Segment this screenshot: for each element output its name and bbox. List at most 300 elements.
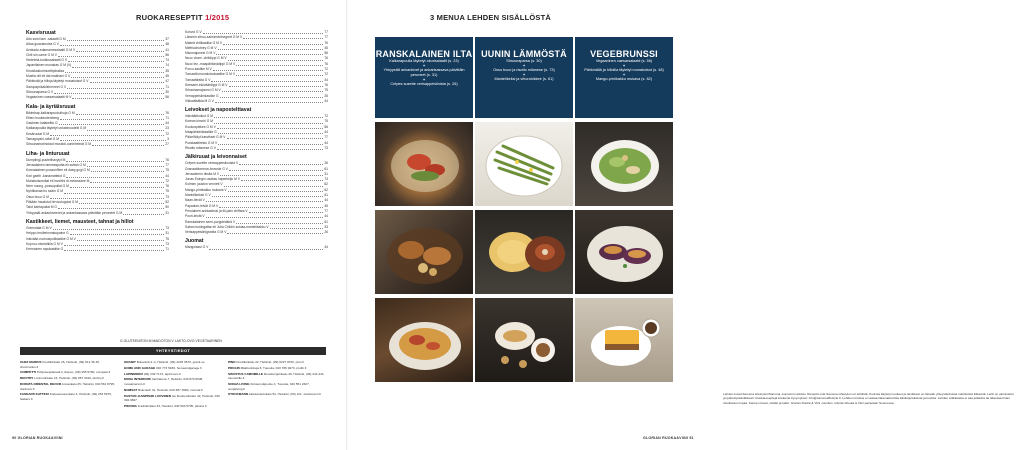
recipe-name: Porcu-kastike M V (185, 67, 212, 72)
recipe-name: Inkivääri-ruohosipulikastike G M V (26, 236, 76, 241)
contact-details: (09) 239 7172, lapinmoro.fi (143, 371, 181, 376)
page-number: 71 (165, 84, 169, 89)
dot-leader (229, 83, 324, 87)
index-entry (26, 247, 169, 252)
recipe-name: Talot kahtapullat M G (26, 205, 57, 210)
recipe-name: Avokado-edamamesalaatti G M V (26, 47, 76, 52)
dot-leader (211, 78, 323, 82)
recipe-name: Pikkelöidyt kasvikset G M V (185, 135, 226, 140)
recipe-name: Aito somi tam -salaatti G M (26, 37, 66, 41)
dot-leader (239, 161, 323, 165)
page-number: 23 (165, 126, 169, 131)
recipe-name: Tomaattiraita G V (185, 77, 211, 82)
page-number: 73 (165, 225, 169, 230)
dot-leader (236, 220, 323, 224)
recipe-name: Koreaaiainen possunfilee eli daeg gogi G M (26, 168, 90, 173)
dot-leader (216, 51, 323, 55)
photo-caesar-salad (575, 122, 673, 206)
dot-leader (224, 182, 324, 186)
contact-name: PINO (228, 360, 236, 364)
index-entry (185, 230, 328, 235)
dot-leader (241, 177, 323, 181)
recipe-name: Verisappelsiinigranita G M V (185, 230, 227, 235)
page-number: 77 (324, 30, 328, 34)
recipe-name: Nuoc leo -maapähkinädippi G M V (185, 61, 236, 66)
page-number: 44 (324, 77, 328, 82)
recipe-name: Savupaprikakikherneet G V (26, 84, 67, 89)
recipe-name: Vikisattisilkia M G V (185, 98, 214, 103)
contact-entry (124, 388, 222, 393)
page-number: 73 (324, 177, 328, 182)
dot-leader (206, 214, 324, 218)
page-number: 73 (324, 145, 328, 150)
dot-leader (70, 231, 165, 235)
contact-details: Kirstenmärjentie 4, Tuusula, 040 551 2627, sonjaliving.fi (228, 381, 310, 391)
contact-details: Vanhatuna 7, Helsinki, 040 870 8048, mosainteriors.fi (124, 377, 204, 386)
page-number: 77 (324, 35, 328, 40)
menu-line: Mango-pirnikakku mukava (s. 62) (595, 77, 653, 81)
recipe-name: Mango-pirnikakku mukava V (185, 187, 227, 192)
recipe-name: Osso buco G M (26, 194, 49, 199)
photo-crayfish-salad (375, 122, 473, 206)
contact-name: PIKORIA (124, 403, 137, 408)
dot-leader (228, 188, 324, 192)
page-number: 26 (324, 93, 328, 98)
contact-details: Mäkitorinkuja 8, Tuusula, 020 786 9473, prolib.fi (240, 365, 307, 370)
photo-stuffed-eggplant (575, 210, 673, 294)
recipe-name: Kori gaeth -kanamatteiot G (26, 173, 66, 178)
menu-divider-icon: ✦ (622, 63, 626, 68)
dot-leader (60, 116, 164, 120)
left-page (0, 0, 348, 450)
dot-leader (54, 90, 164, 94)
recipe-name: Gremolata G M V (26, 225, 52, 230)
index-entry (185, 99, 328, 104)
recipe-name: Lämmin sitruu-sahramiviinegrett G M V (185, 35, 243, 40)
page-number: 30 (165, 89, 169, 94)
index-entry (26, 95, 169, 100)
dot-leader (50, 195, 164, 199)
page-number: 44 (324, 140, 328, 145)
recipe-name: Hedelmä-kurkkusalaatti G V (26, 58, 68, 63)
recipe-name: Makeä chilikastike G M V (185, 40, 223, 45)
diet-legend: G GLUTEENITON M MAIDOTON V LAKTO-OVO-VEGETAARINEN (120, 339, 222, 343)
recipe-name: Ranskalainen semi-purppleäkkä V (185, 219, 236, 224)
dot-leader (203, 30, 324, 34)
photo-osso-buco (475, 210, 573, 294)
page-number: 44 (324, 214, 328, 219)
dot-leader (229, 167, 323, 171)
contacts-bar: YHTEYSTIEDOT (20, 347, 326, 355)
contact-details: Lönnrotinkatu 15, Helsinki, (09) 857 4016, decitry.fi (34, 376, 104, 381)
recipe-name: Nuoc cham -chilidippi G M V (185, 56, 227, 61)
recipe-name: Pähkinää ja hilloja täytetyt munakoisot G V (26, 79, 89, 84)
dot-leader (214, 119, 323, 123)
contact-entry (228, 382, 326, 391)
dot-leader (218, 46, 324, 50)
recipe-name: Japanilainen munakas G M (V) (26, 63, 72, 68)
dot-leader (123, 211, 164, 215)
contact-name: LAPINMORO (124, 371, 143, 376)
dot-leader (72, 95, 164, 99)
recipe-name: Purakaattiresiu G M V (185, 140, 218, 145)
recipe-name: Gastmen kalakeitto G (26, 121, 58, 126)
index-section-title: Kala- ja äyriäisruuat (26, 103, 76, 110)
photo-asparagus (475, 122, 573, 206)
contacts-column (20, 360, 118, 410)
dot-leader (79, 200, 164, 204)
contact-details: Fredrikinkatu 26, Helsinki, (09) 612 36 36, chezmarius.fi (20, 360, 100, 369)
menu-box-2 (475, 37, 573, 118)
index-section-title: Kastikkeet, liemet, mausteet, tahnat ja hillot (26, 218, 134, 225)
recipe-name: Srirachamajonesi G M V (185, 88, 221, 93)
contact-entry (228, 366, 326, 371)
contact-details: Iso Roobertinkatu 42, Helsinki, 040 392 9827 (124, 393, 220, 403)
recipe-name: Papadum-leivät G M V (185, 203, 219, 208)
contact-details: Fredrikinkatu 33, Helsinki, 040 593 5795, pikoria.fi (137, 403, 207, 408)
page-number: 77 (165, 162, 169, 167)
page-number: 72 (165, 131, 169, 136)
contact-entry (20, 360, 118, 369)
menu-line: Mantelikeksi ja vihurahikkee (s. 61) (494, 77, 554, 81)
contact-entry (228, 372, 326, 381)
contact-name: SISUSTUS CAMOMILLE (228, 371, 264, 376)
contact-name: NOMSAT (124, 387, 138, 392)
contact-name: DECITRY (20, 376, 34, 381)
dot-leader (67, 37, 165, 41)
recipe-name: Kermainen rapukastike G (26, 247, 64, 252)
dot-leader (227, 230, 323, 234)
index-column-1 (26, 30, 169, 252)
index-entry (26, 211, 169, 216)
page-number: 45 (165, 74, 169, 79)
contact-name: CHEZ MARIUS (20, 360, 42, 364)
page-number: 76 (165, 184, 169, 189)
recipe-name: Munakoisorullat eli involtini di melanzane M (26, 178, 90, 183)
menu-title: UUNIN LÄMMÖSTÄ (481, 49, 567, 59)
contact-name: GRANIT (124, 360, 136, 364)
dot-leader (218, 141, 323, 145)
page-number: 62 (324, 187, 328, 192)
recipe-name: Aitoa guacamolea G V (26, 42, 59, 47)
page-number: 76 (324, 40, 328, 45)
dot-leader (58, 205, 164, 209)
recipe-name: Mantelikeksit G V (185, 193, 211, 198)
page-number: 44 (324, 98, 328, 103)
contact-name: PASTUR–KANPPARI LUOVINEN (124, 393, 171, 398)
page-number: 72 (324, 114, 328, 119)
page-number: 31 (165, 210, 169, 215)
dot-leader (206, 198, 324, 202)
recipe-name: Crêpes suzette verisappelsiinoista V (185, 161, 239, 166)
contact-entry (20, 376, 118, 381)
right-page-header: 3 MENUA LEHDEN SISÄLLÖSTÄ (430, 13, 551, 22)
recipe-name: Risotto milanese G V (185, 145, 216, 150)
recipe-name: Kalkarapuulla täytetyt unkarinuudelit G M (26, 126, 87, 131)
contact-details: Pohjoisesplanadi 2, Espoo, (09) 455 5780, competti.fi (36, 370, 111, 375)
dot-leader (215, 99, 323, 103)
dot-leader (77, 237, 164, 241)
page-number: 56 (324, 124, 328, 129)
dot-leader (60, 42, 164, 46)
page-number: 26 (324, 230, 328, 235)
dot-leader (270, 225, 324, 229)
contact-entry (124, 394, 222, 403)
right-page-folio: GLORIAN RUOKA&VIINI 91 (643, 436, 694, 440)
recipe-name: Nem nuong -possupullat G M (26, 184, 69, 189)
page-number: 75 (165, 189, 169, 194)
contact-name: PROLIB (228, 365, 240, 370)
index-entry (185, 146, 328, 151)
dot-leader (90, 79, 165, 83)
index-entry (26, 142, 169, 147)
menu-divider-icon: ✦ (422, 77, 426, 82)
contact-details: Runebergsinkatu 39, Helsinki, (09) 444 344, camomille.fi (228, 371, 325, 381)
contact-name: HOME AND GARAGE (124, 365, 156, 370)
recipe-name: Mangolassi G V (185, 245, 209, 250)
contact-entry (124, 404, 222, 409)
recipe-name: Verrappelsiinikastike G (185, 93, 219, 98)
page-number: 33 (324, 224, 328, 229)
contact-entry (124, 360, 222, 365)
page-number: 71 (165, 247, 169, 252)
left-page-folio: 90 GLORIAN RUOKA&VIINI (12, 436, 63, 440)
right-page (348, 0, 1014, 450)
left-page-header (136, 13, 229, 22)
page-number: 75 (165, 168, 169, 173)
recipe-name: Mustia olit eli dal makhani G V (26, 74, 71, 79)
page-number: 76 (165, 110, 169, 115)
recipe-name: Inkiväärikuikut G M (185, 114, 214, 119)
page-number: 3 (167, 137, 169, 142)
page-number: 56 (165, 52, 169, 57)
recipe-name: Kolmen juuston vennett V (185, 182, 223, 187)
recipe-name: Dumplingi-puutelihavylyt M (26, 157, 66, 162)
dot-leader (217, 146, 323, 150)
page-number: 75 (165, 236, 169, 241)
recipe-name: Jonas Eningin usakas haperkeiju M V (185, 177, 240, 182)
dot-leader (87, 163, 165, 167)
menu-divider-icon: ✦ (522, 72, 526, 77)
recipe-name: Vegaaninen caesarsalaatti M V (26, 95, 72, 100)
menu-line: Crêpes suzette verisappelsiinista (s. 26) (390, 81, 458, 86)
recipe-name: Miettiuchutney G M V (185, 45, 217, 50)
recipe-name: Kuprou-ruisriahilla G M V (26, 241, 63, 246)
dot-leader (228, 56, 324, 60)
recipe-name: Yhkyystät ankankiveeret ja ankankassava päivittäin peruneet G M (26, 210, 123, 215)
contact-name: SONJA LIVING (228, 381, 250, 386)
contact-entry (124, 372, 222, 377)
dot-leader (64, 189, 164, 193)
dot-leader (64, 247, 164, 251)
dot-leader (76, 48, 164, 52)
page-number: 44 (324, 245, 328, 250)
dot-leader (214, 114, 323, 118)
page-number: 76 (165, 157, 169, 162)
dot-leader (76, 111, 165, 115)
dot-leader (223, 41, 323, 45)
menu-title: RANSKALAINEN ILTA (375, 49, 473, 59)
page-number: 76 (324, 82, 328, 87)
index-section-title: Jälkiruuat ja leivonnaiset (185, 154, 247, 161)
page-number: 76 (324, 56, 328, 61)
contact-entry (228, 392, 326, 397)
contact-name: MOSA INTERIORS (124, 377, 151, 382)
contacts-list (20, 360, 326, 410)
contact-entry (228, 360, 326, 365)
dot-leader (90, 179, 164, 183)
photo-credits-caption: Lehden kuvat Sanoma Lifestylen/Sanoma -konsernin arkisto. Reseptit ovat Sanoma Lifestylen eri lehdistä. Kuvissa käytetyt tuotteet ja tarvikkeet on lainattu yhteystiedoissa mainituista liikkeistä. Lehti on valmistettu ympäristöystävällisesti. Ruokareseptejä koskevat kysymykset: info@sanomalifestyle.fi. Lehden toimitus ei vastaa tilaamattomista käsikirjoituksista ja kuvista. Lehden artikkeleita ei saa julkaista tai tallentaa ilman toimituksen lupaa. Kannen kuvat, sisältö ja taitto: Glorian Ruoka & Viini -toimitus. Glorian Ruoka & Viini painetaan Suomessa. (723, 392, 1014, 405)
recipe-name: Jerusalemin riksita M V (185, 171, 220, 176)
page-number: 26 (324, 161, 328, 166)
dot-leader (71, 74, 164, 78)
recipe-name: Nyhtikanaa bo ssäm G M (26, 189, 64, 194)
menu-box-3 (575, 37, 673, 118)
menu-line: Sitruunaparsa (s. 30) (506, 59, 542, 63)
page-number: 31 (165, 231, 169, 236)
contact-entry (20, 370, 118, 375)
contact-entry (20, 382, 118, 391)
page-number: 27 (165, 142, 169, 147)
contact-entry (124, 366, 222, 371)
recipe-name: Naan-leivät V (185, 198, 205, 203)
dot-leader (50, 132, 164, 136)
contact-entry (20, 392, 118, 401)
recipe-name: Seesami-inkiväärdippi G M V (185, 82, 228, 87)
recipe-name: Poori-leivät V (185, 214, 205, 219)
dot-leader (236, 62, 323, 66)
page-number: 45 (324, 203, 328, 208)
index-section-title: Juomat (185, 238, 204, 245)
index-entry (185, 245, 328, 250)
page-number: 44 (324, 198, 328, 203)
menu-line: Kalkarapuulla täytetyt okurisalaatit (s. 23) (389, 59, 459, 63)
page-number: 44 (165, 121, 169, 126)
recipe-name: Kookospiekes G M V (185, 124, 216, 129)
page-number: 71 (165, 115, 169, 120)
recipe-name: Tamagoyaki-rullat G M (26, 137, 59, 142)
menu-divider-icon: ✦ (422, 63, 426, 68)
dot-leader (60, 137, 166, 141)
recipe-name: Saban kuningattar eli Julia Childin suklaa-mantelikakku V (185, 224, 269, 229)
page-number: 52 (165, 200, 169, 205)
dot-leader (220, 94, 324, 98)
page-number: 76 (324, 61, 328, 66)
recipe-name: Sitruunaparsa G V (26, 89, 54, 94)
contact-name: FASKARS KATTEKI (20, 392, 49, 397)
index-section-title: Kasvisruuat (26, 30, 56, 36)
recipe-name: Granaattiomena-brownie G V (185, 166, 228, 171)
index-section-title: Liha- ja linturuuat (26, 150, 70, 157)
page-number: 72 (165, 178, 169, 183)
page-number: 73 (165, 241, 169, 246)
contact-details: Bulevardi 2–4, Helsinki, (09) 4245 0570, granit.se (136, 360, 205, 364)
recipe-name: Korean kimchi G M (185, 119, 214, 124)
menu-divider-icon: ✦ (522, 63, 526, 68)
dot-leader (249, 209, 324, 213)
recipe-name: Helppo broilerinmakupaine G (26, 231, 69, 236)
dot-leader (67, 85, 164, 89)
photo-mango-cake (575, 298, 673, 382)
menu-box-1 (375, 37, 473, 118)
dot-leader (53, 226, 165, 230)
dot-leader (92, 142, 164, 146)
page-number: 48 (165, 42, 169, 47)
dot-leader (220, 172, 323, 176)
recipe-name: Maapähkinäkastike G (185, 130, 217, 135)
dot-leader (64, 242, 165, 246)
recipe-name: Tomaatti-munakoisokastike G M V (185, 72, 236, 77)
dot-leader (219, 204, 323, 208)
contact-details: 040 773 5939, homeandgarage.fi (156, 365, 202, 370)
dot-leader (58, 53, 164, 57)
menu-line: Vegaaninen caesarsalaatti (s. 56) (595, 59, 653, 63)
contact-details: Annankatu 25, Helsinki, 040 561 8795, dordecor.fi (20, 381, 115, 391)
contact-details: Aleksanterinkatu 52, Helsinki, (09) 121, stockmann.fi (248, 392, 321, 397)
page-number: 77 (324, 208, 328, 213)
page-number: 44 (165, 173, 169, 178)
dot-leader (66, 158, 164, 162)
recipe-name: Misomajonesi G M V (185, 51, 216, 56)
dot-leader (66, 174, 164, 178)
menu-line: Yhkyystät ankankivet ja ankankassava päivittäin peruneet (s. 31) (383, 68, 465, 77)
dot-leader (212, 193, 324, 197)
recipe-name: Etiten houkeudenbeng (26, 115, 59, 120)
page-number: 41 (165, 47, 169, 52)
page-number: 74 (165, 58, 169, 63)
menu-divider-icon: ✦ (622, 72, 626, 77)
dot-leader (236, 72, 323, 76)
dot-leader (59, 121, 165, 125)
dot-leader (243, 35, 323, 39)
page-number: 56 (324, 51, 328, 56)
page-number: 72 (324, 72, 328, 77)
photo-almond-cookies (475, 298, 573, 382)
page-number: 56 (165, 95, 169, 100)
page-number: 45 (324, 45, 328, 50)
page-number: 44 (324, 130, 328, 135)
menu-line: Osso buco ja risotto milanese (s. 73) (493, 68, 555, 72)
index-section-title: Leivokset ja napostelttavat (185, 107, 252, 114)
header-title: RUOKARESEPTIT (136, 13, 203, 22)
page-number: 61 (324, 219, 328, 224)
page-number: 72 (324, 67, 328, 72)
recipe-name: Kesäruutat G M (26, 131, 50, 136)
page-number: 75 (324, 88, 328, 93)
recipe-name: Kohvoi G V (185, 30, 202, 34)
contact-name: STOCKMANN (228, 392, 249, 397)
page-number: 74 (165, 63, 169, 68)
recipe-name: Perulainen ankkadessi ja illi-pain chiffara V (185, 208, 248, 213)
photo-duck-legs (375, 210, 473, 294)
photo-crepes (375, 298, 473, 382)
menu-line: Pähkinällä ja hilloilla täytetyt munakoisot (s. 48) (584, 68, 664, 72)
dot-leader (87, 126, 164, 130)
page-number: 62 (324, 182, 328, 187)
dot-leader (209, 245, 323, 249)
dot-leader (217, 125, 324, 129)
dot-leader (213, 67, 324, 71)
page-number: 73 (165, 194, 169, 199)
page-number: 75 (324, 119, 328, 124)
page-number: 61 (324, 193, 328, 198)
dot-leader (222, 88, 324, 92)
page-number: 37 (165, 37, 169, 41)
dot-leader (91, 168, 165, 172)
index-column-2 (185, 30, 328, 251)
contact-details: Fredrikinkatu 22, Helsinki, (09) 6227 0070, pino.fi (236, 360, 304, 364)
header-issue: 1/2015 (205, 13, 230, 22)
